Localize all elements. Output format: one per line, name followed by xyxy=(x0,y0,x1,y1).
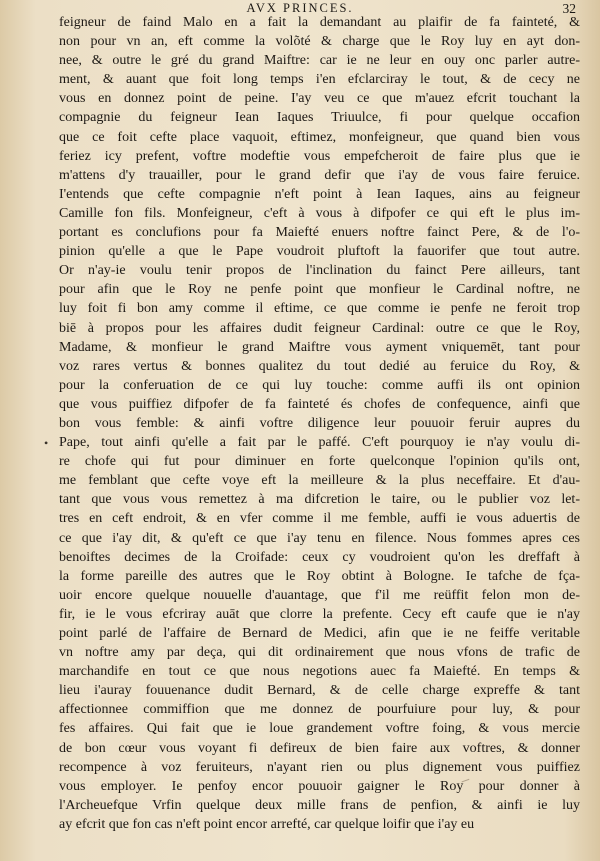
text-line: bon vous femble: & ainfi voftre diligence leur pouuoir feruir aupres du xyxy=(59,415,580,431)
text-line: Madame, & monfieur le grand Maiftre vous ayment vniquemēt, tant pour xyxy=(59,339,580,355)
text-line: Camille fon fils. Monfeigneur, c'eft à vous à difpofer ce qui eft le plus im- xyxy=(59,205,580,221)
text-line: I'entends que cefte compagnie n'eft point à Iean Iaques, ains au feigneur xyxy=(59,186,580,202)
text-line: ce que i'ay dit, & qu'eft ce que i'ay tenu en filence. Nous fommes apres ces xyxy=(59,530,580,546)
text-line: vn noftre amy par deça, qui dit ordinairement que nous vfons de trafic de xyxy=(59,645,580,661)
text-line: de bon cœur vous voyant fi defireux de bien faire aux voftres, & donner xyxy=(59,740,580,756)
text-line: voz rares vertus & bonnes qualitez du tout dedié au feruice du Roy, & xyxy=(59,358,580,374)
text-line: uoir encore quelque nouuelle d'auantage, que f'il me reüffit felon mon de- xyxy=(59,587,580,603)
text-line: me femblant que cefte voye eft la meilleure & la plus neceffaire. Et d'au- xyxy=(59,473,580,489)
text-line: vous employer. Ie penfoy encor pouuoir gaigner le Roy pour donner à xyxy=(59,778,580,794)
text-line: pour afin que le Roy ne penfe point que monfieur le Cardinal noftre, ne xyxy=(59,282,580,298)
text-line: non pour vn an, eft comme la volõté & charge que le Roy luy en ayt don- xyxy=(59,34,580,50)
text-line: biē à propos pour les affaires dudit feigneur Cardinal: outre ce que le Roy, xyxy=(59,320,580,336)
text-line: nee, & outre le gré du grand Maiftre: car ie ne leur en ouy onc parler autre- xyxy=(59,53,580,69)
text-line: la forme pareille des autres que le Roy obtint à Bologne. Ie tafche de fça- xyxy=(59,568,580,584)
text-line: pinion qu'elle a que le Pape voudroit pluftoft la fauorifer que tout autre. xyxy=(59,244,580,260)
text-line: Pape, tout ainfi qu'elle a fait par le paffé. C'eft pourquoy ie n'ay voulu di- xyxy=(59,435,580,451)
text-body xyxy=(59,13,580,834)
page-number: 32 xyxy=(562,1,576,16)
text-line: ay efcrit que fon cas n'eft point encor arrefté, car quelque loifir que i'ay eu xyxy=(59,816,475,832)
text-line: lieu i'auray fouuenance dudit Bernard, & de celle charge expreffe & tant xyxy=(59,683,580,699)
text-line: pour la conferuation de ce qui luy touche: comme auffi ils ont opinion xyxy=(59,377,580,393)
text-line: re chofe qui fut pour diminuer en forte quelconque l'opinion qu'ils ont, xyxy=(59,454,580,470)
text-line: m'attens d'y trauailler, pour le grand defir que i'ay de vous faire feruice. xyxy=(59,167,580,183)
text-line: Or n'ay-ie voulu tenir propos de l'inclination du fainct Pere ailleurs, tant xyxy=(59,263,580,279)
text-line: compagnie du feigneur Iean Iaques Triuulce, fi pour quelque occafion xyxy=(59,110,580,126)
text-line: feriez icy prefent, voftre modeftie vous empefcheroit de faire plus que ie xyxy=(59,148,580,164)
text-line: point parlé de l'affaire de Bernard de Medici, afin que ie ne feiffe veritable xyxy=(59,626,580,641)
text-line: feigneur de faind Malo en a fait la demandant au plaifir de fa fainteté, & xyxy=(59,15,580,30)
margin-mark: • xyxy=(44,436,49,450)
text-line: tres en ceft endroit, & en vfer comme il me femble, auffi ie vous aduertis de xyxy=(59,511,580,527)
text-line: portant es conclufions pour fa Maiefté enuers noftre fainct Pere, & de l'o- xyxy=(59,225,580,241)
text-line: fes affaires. Qui fait que ie loue grandement voftre foing, & vous mercie xyxy=(59,721,580,737)
text-line: luy foit fi bon amy comme il eftime, ce que comme ie penfe ne feroit trop xyxy=(59,301,580,317)
text-line: que ce foit cefte place vaquoit, eftimez, monfeigneur, que quand bien vous xyxy=(59,129,580,145)
text-line: benoiftes decimes de la Croifade: ceux cy voudroient qu'on les dreffaft à xyxy=(59,549,580,565)
text-line: marchandife en tout ce que nous negotions auec fa Maiefté. En temps & xyxy=(59,664,580,680)
text-line: ment, & auant que foit long temps i'en efclarciray le tout, & de cecy ne xyxy=(59,72,580,88)
text-line: vous en donnez point de peine. I'ay veu ce que m'auez efcrit touchant la xyxy=(59,91,580,107)
text-line: l'Archeuefque Vrfin quelque deux mille frans de penfion, & ainfi ie luy xyxy=(59,797,580,813)
running-head: AVX PRINCES. xyxy=(246,1,354,15)
text-line: tant que vous vous remettez à ma difcretion le taire, ou le publier voz let- xyxy=(59,492,580,508)
text-line: recompence à voz feruiteurs, n'ayant rien ou plus dignement vous puiffiez xyxy=(59,759,580,775)
text-line: affectionnee commiffion que me donnez de pourfuiure pour luy, & pour xyxy=(59,702,580,718)
text-line: que vous puiffiez difpofer de fa fainteté és chofes de confequence, ainfi que xyxy=(59,396,580,412)
text-line: fir, ie le vous efcriray auāt que clorre la prefente. Cecy eft caufe que ie n'ay xyxy=(59,606,580,622)
